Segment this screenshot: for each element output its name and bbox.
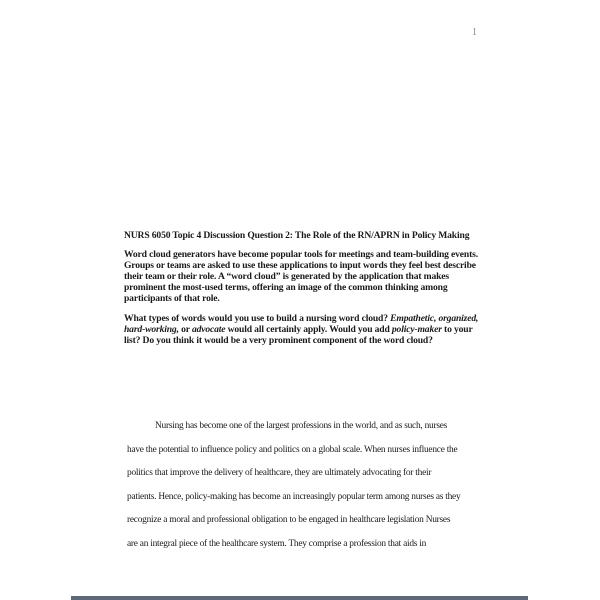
essay-line: Nursing has become one of the largest professions in the world, and as such, nurses — [155, 421, 448, 431]
essay-body — [127, 415, 477, 557]
prompt-text: What types of words would you use to build a nursing word cloud? — [124, 313, 391, 324]
prompt-text: to your list? Do you think it would be a very prominent component of the word cloud? — [124, 324, 473, 346]
prompt-italic-text: advocate — [191, 324, 226, 335]
page-bottom-border — [71, 596, 528, 600]
prompt-text: would all certainly apply. Would you add — [225, 324, 392, 335]
prompt-italic-text: policy-maker — [391, 324, 442, 335]
page-number: 1 — [472, 27, 477, 38]
prompt-paragraph-1: Word cloud generators have become popular tools for meetings and team-building events. Groups or teams are asked to use these applications to input words they feel best describe their team or their role. A “word cloud” is generated by the application that makes prominent the most-used terms, offering an image of the common thinking among participants of that role. — [124, 249, 478, 304]
prompt-text: or — [178, 324, 192, 335]
discussion-prompt — [124, 230, 484, 355]
essay-line: have the potential to influence policy and politics on a global scale. When nurses influence the — [127, 444, 458, 455]
essay-line: politics that improve the delivery of healthcare, they are ultimately advocating for their — [127, 468, 432, 479]
prompt-paragraph-2 — [124, 313, 484, 346]
prompt-italic-text: Empathetic, organized, hard-working, — [124, 313, 479, 335]
essay-line: recognize a moral and professional obligation to be engaged in healthcare legislation Nurses — [127, 515, 451, 526]
essay-line: patients. Hence, policy-making has become an increasingly popular term among nurses as they — [127, 491, 461, 502]
prompt-title: NURS 6050 Topic 4 Discussion Question 2: The Role of the RN/APRN in Policy Making — [124, 230, 470, 241]
essay-line: are an integral piece of the healthcare system. They comprise a profession that aids in — [127, 538, 427, 549]
